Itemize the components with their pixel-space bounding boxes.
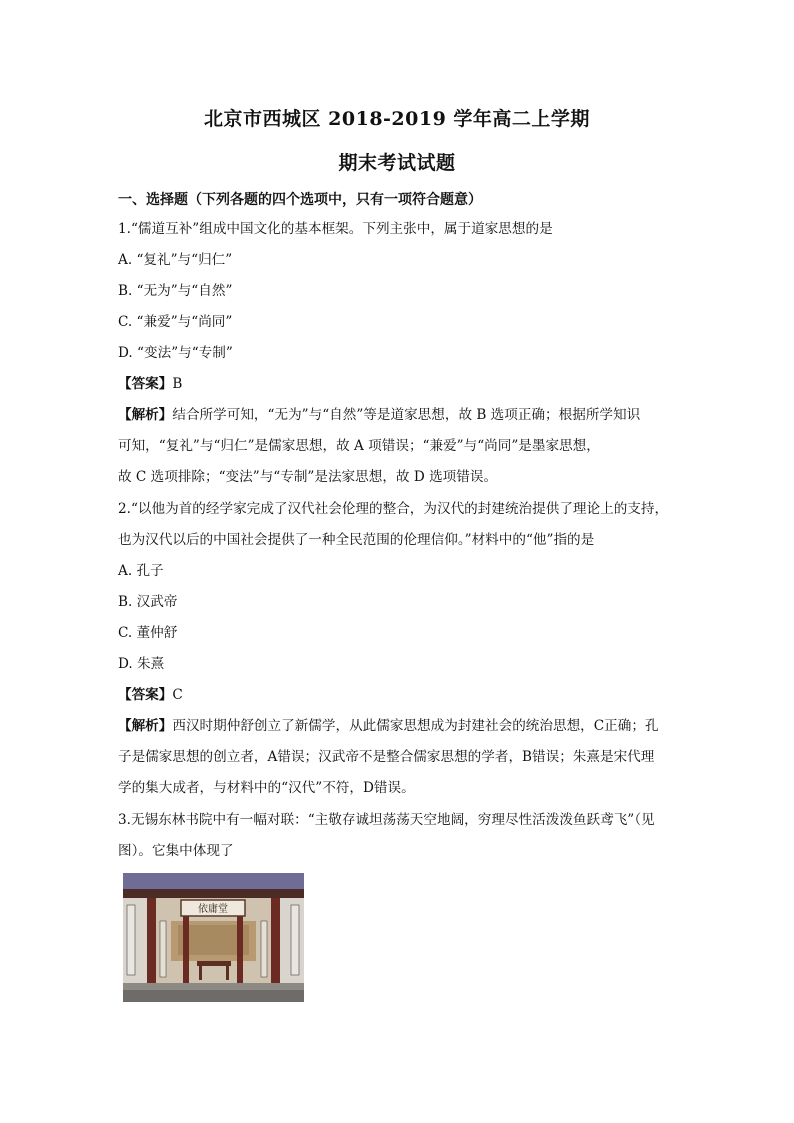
q1-analysis-line-3: 故 C 选项排除；“变法”与“专制”是法家思想，故 D 选项错误。 (118, 469, 498, 485)
q1-option-d: D. “变法”与“专制” (118, 345, 233, 361)
q2-analysis-line-2: 子是儒家思想的创立者，A错误；汉武帝不是整合儒家思想的学者，B错误；朱熹是宋代理 (118, 749, 655, 765)
page-subtitle: 期末考试试题 (338, 152, 456, 174)
hall-illustration (123, 873, 304, 1002)
analysis-label: 【解析】 (118, 407, 173, 423)
q2-analysis-line-3: 学的集大成者，与材料中的“汉代”不符，D错误。 (118, 780, 415, 796)
q3-stem-line-1: 3.无锡东林书院中有一幅对联：“主敬存诚坦荡荡天空地阔，穷理尽性活泼泼鱼跃鸢飞”（见 (118, 812, 655, 828)
analysis-text: 西汉时期仲舒创立了新儒学，从此儒家思想成为封建社会的统治思想，C正确；孔 (172, 718, 659, 734)
answer-label: 【答案】 (118, 376, 173, 392)
plaque-text: 依庸堂 (198, 904, 228, 915)
answer-value: C (172, 687, 183, 703)
q3-stem-line-2: 图）。它集中体现了 (118, 843, 234, 859)
q1-analysis-line-2: 可知，“复礼”与“归仁”是儒家思想，故 A 项错误；“兼爱”与“尚同”是墨家思想， (118, 438, 600, 454)
q1-option-c: C. “兼爱”与“尚同” (118, 314, 233, 330)
answer-label: 【答案】 (118, 687, 173, 703)
analysis-label: 【解析】 (118, 718, 173, 734)
q2-option-b: B. 汉武帝 (118, 594, 178, 610)
q1-analysis-line-1 (118, 405, 688, 425)
analysis-text: 结合所学可知，“无为”与“自然”等是道家思想，故 B 选项正确；根据所学知识 (172, 407, 641, 423)
page-title: 北京市西城区 2018-2019 学年高二上学期 (204, 108, 590, 130)
q2-option-a: A. 孔子 (118, 563, 164, 579)
q2-answer (118, 685, 688, 705)
q2-stem-line-1: 2.“以他为首的经学家完成了汉代社会伦理的整合，为汉代的封建统治提供了理论上的支持， (118, 501, 669, 517)
answer-value: B (172, 376, 183, 392)
q1-option-a: A. “复礼”与“归仁” (118, 252, 233, 268)
q1-answer (118, 374, 688, 394)
donglin-academy-photo (123, 873, 304, 1002)
q2-analysis-line-1 (118, 716, 688, 736)
q2-option-c: C. 董仲舒 (118, 625, 178, 641)
section-heading: 一、选择题（下列各题的四个选项中，只有一项符合题意） (118, 192, 482, 208)
q1-option-b: B. “无为”与“自然” (118, 283, 233, 299)
q1-stem: 1.“儒道互补”组成中国文化的基本框架。下列主张中，属于道家思想的是 (118, 221, 553, 237)
q2-stem-line-2: 也为汉代以后的中国社会提供了一种全民范围的伦理信仰。”材料中的“他”指的是 (118, 532, 595, 548)
q2-option-d: D. 朱熹 (118, 656, 165, 672)
